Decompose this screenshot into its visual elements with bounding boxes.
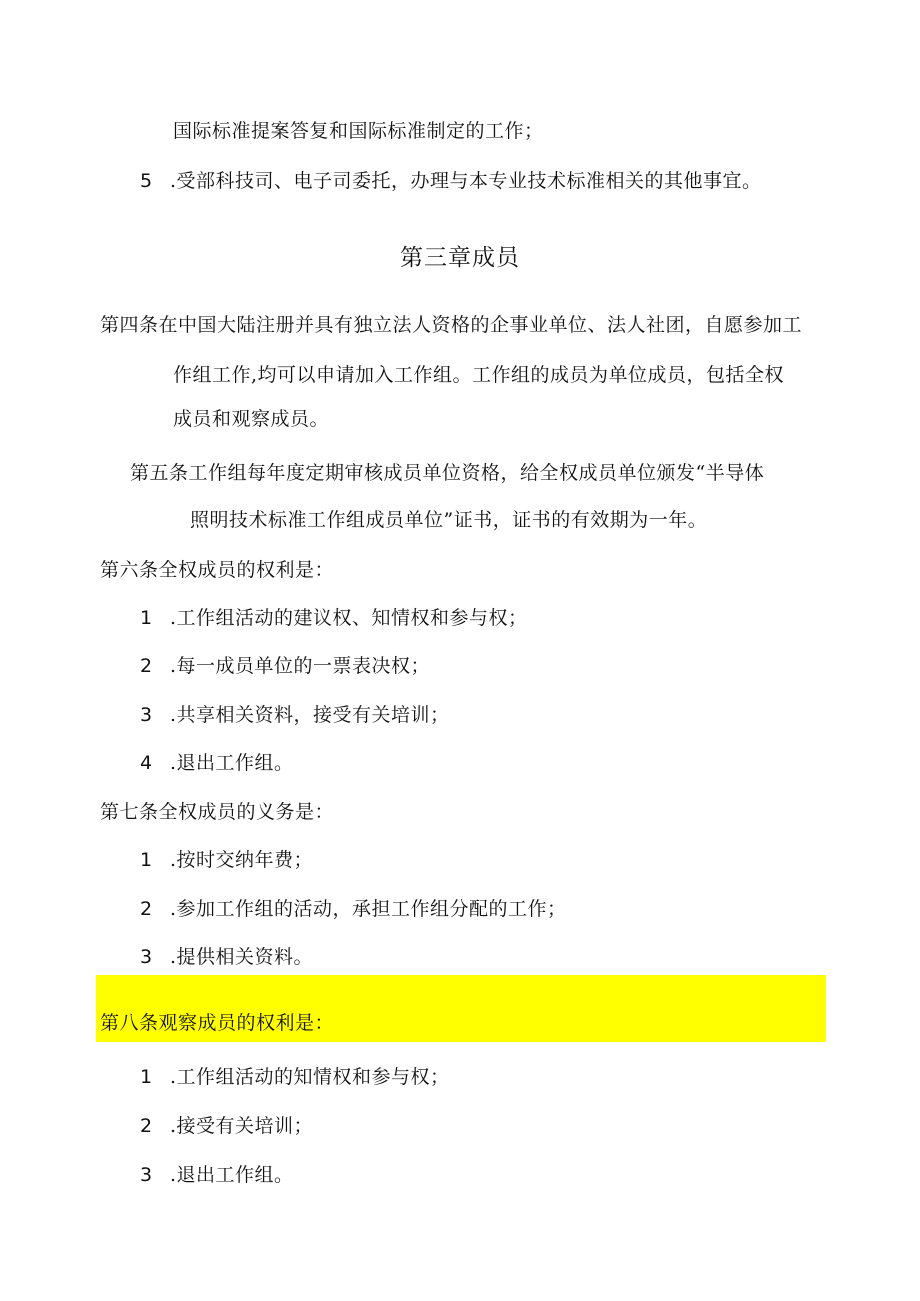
list-item <box>140 653 430 679</box>
list-item-5 <box>140 168 762 194</box>
list-item-text: .提供相关资料。 <box>170 946 314 968</box>
list-item <box>140 605 528 631</box>
list-item <box>140 944 313 970</box>
list-item-text: .工作组活动的知情权和参与权； <box>170 1066 450 1088</box>
list-item <box>140 1064 450 1090</box>
list-item-number: 2 <box>140 898 153 920</box>
chapter-title: 第三章成员 <box>400 245 520 271</box>
list-item-text: .参加工作组的活动，承担工作组分配的工作； <box>170 898 567 920</box>
article-5-line-2: 照明技术标准工作组成员单位”证书，证书的有效期为一年。 <box>190 509 708 531</box>
list-item-number: 1 <box>140 607 153 629</box>
article-5-line-1: 第五条工作组每年度定期审核成员单位资格，给全权成员单位颁发“半导体 <box>130 462 765 484</box>
list-item-text: .接受有关培训； <box>170 1115 314 1137</box>
list-item-number: 5 <box>140 170 153 192</box>
article-4-line-1: 第四条在中国大陆注册并具有独立法人资格的企事业单位、法人社团，自愿参加工 <box>100 314 803 336</box>
list-item-text: .退出工作组。 <box>170 752 294 774</box>
list-item <box>140 847 313 873</box>
list-item <box>140 896 567 922</box>
list-item-text: .共享相关资料，接受有关培训； <box>170 704 450 726</box>
list-item-text: .按时交纳年费； <box>170 849 314 871</box>
list-item <box>140 750 294 776</box>
list-item-number: 4 <box>140 752 153 774</box>
list-item-number: 2 <box>140 655 153 677</box>
list-item-text: .工作组活动的建议权、知情权和参与权； <box>170 607 528 629</box>
list-item-text: .退出工作组。 <box>170 1164 294 1186</box>
article-8-title: 第八条观察成员的权利是： <box>100 1012 335 1034</box>
list-item-text: .每一成员单位的一票表决权； <box>170 655 431 677</box>
paragraph-continuation: 国际标准提案答复和国际标准制定的工作； <box>173 120 544 142</box>
list-item <box>140 1113 313 1139</box>
list-item-number: 3 <box>140 704 153 726</box>
list-item-number: 3 <box>140 1164 153 1186</box>
article-4-line-2: 作组工作,均可以申请加入工作组。工作组的成员为单位成员，包括全权 <box>173 364 785 386</box>
article-4-line-3: 成员和观察成员。 <box>173 408 330 430</box>
list-item <box>140 1162 294 1188</box>
list-item <box>140 702 450 728</box>
list-item-number: 3 <box>140 946 153 968</box>
article-7-title: 第七条全权成员的义务是： <box>100 801 335 823</box>
list-item-number: 2 <box>140 1115 153 1137</box>
list-item-number: 1 <box>140 1066 153 1088</box>
article-6-title: 第六条全权成员的权利是： <box>100 559 335 581</box>
list-item-number: 1 <box>140 849 153 871</box>
list-item-text: .受部科技司、电子司委托，办理与本专业技术标准相关的其他事宜。 <box>170 170 762 192</box>
